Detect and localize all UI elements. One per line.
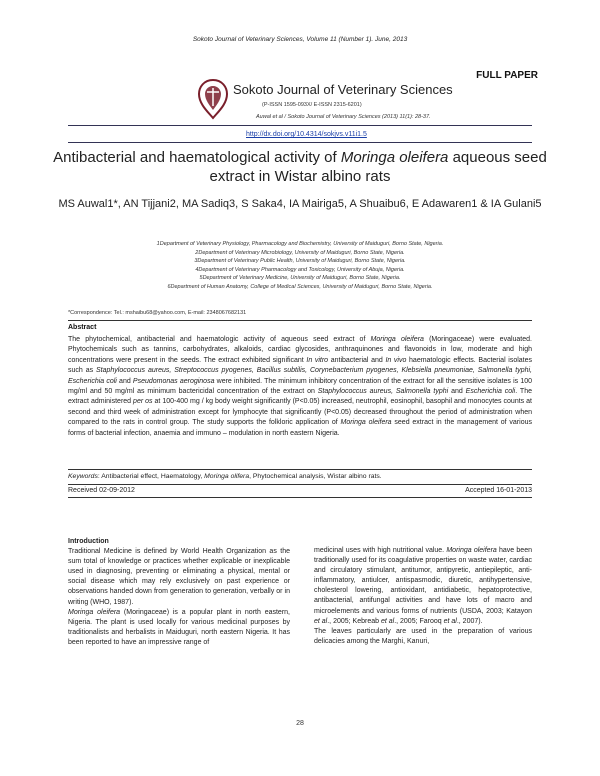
intro-paragraph: The leaves particularly are used in the preparation of various delicacies among the Marghi, Kanuri, [314,627,532,645]
header-divider [68,125,532,126]
affiliation-item: 4Department of Veterinary Pharmacology and Toxicology, University of Abuja, Nigeria. [195,266,405,273]
journal-logo-icon [196,78,230,120]
abstract-heading: Abstract [68,324,97,331]
running-header: Sokoto Journal of Veterinary Sciences, Volume 11 (Number 1). June, 2013 [192,36,408,43]
affiliation-item: 3Department of Veterinary Public Health, University of Maiduguri, Borno State, Nigeria. [194,258,406,264]
affiliation-item: 6Department of Human Anatomy, College of Medical Sciences, University of Maiduguri, Borno State, Nigeria. [167,283,433,290]
journal-issn: (P-ISSN 1595-093X/ E-ISSN 2315-6201) [262,102,362,108]
paper-type-label: FULL PAPER [476,70,538,81]
accepted-date: Accepted 16-01-2013 [465,487,532,494]
author-list: MS Auwal1*, AN Tijjani2, MA Sadiq3, S Saka4, IA Mairiga5, A Shuaibu6, E Adawaren1 & IA Gulani5 [58,198,542,210]
affiliations [60,240,540,291]
intro-paragraph: Moringa oleifera (Moringaceae) is a popular plant in north eastern, Nigeria. The plant is used locally for various medicinal purposes by traditionalists and herbalists in Maiduguri, north eastern Nigeria. It has been reported to have an impressive range of [68,608,290,646]
keywords-bottom-rule [68,484,532,485]
intro-left-column [68,537,290,648]
affiliation-item: 1Department of Veterinary Physiology, Pharmacology and Biochemistry, University of Maiduguri, Borno State, Nigeria. [156,241,444,247]
abstract-top-rule [68,320,532,321]
abstract-body: The phytochemical, antibacterial and haematologic activity of aqueous seed extract of Moringa oleifera (Moringaceae) were evaluated. Phytochemicals such as tannins, carbohydrates, alkaloids, cardiac glycosides, anthraquinones and flavonoids in low, moderate and high concentrations were present in the seeds. The extract exhibited significant In vitro antibacterial and In vivo haematologic effects. Bacterial isolates such as Staphylococcus aureus, Streptococcus pyogenes, Bacillus subtilis, Corynebacterium pyogenes, Klebsiella pneumoniae, Salmonella typhi, Escherichia coli and Pseudomonas aeroginosa were inhibited. The minimum inhibitory concentration of the extract for all the sensitive isolates is 100 mg/ml and 50 mg/ml as minimum bactericidal concentration of the extract on Staphylococcus aureus, Salmonella typhi and Escherichia coli. The extract administered per os at 100-400 mg / kg body weight significantly (P<0.05) increased, neutrophil, eosinophil, basophil and monocytes counts at second and third week of administration except for lymphocyte that significantly (P<0.05) decreased throughout the period of administration when compared to the rats in control group. The study supports the folkloric application of Moringa oleifera seed extract in the management of various forms of bacterial infection, anaemia and immuno – modulation in north eastern Nigeria. [68,336,533,437]
journal-name: Sokoto Journal of Veterinary Sciences [233,82,453,97]
page-number: 28 [296,720,304,727]
dates-bottom-rule [68,497,532,498]
keywords-top-rule [68,469,532,470]
affiliation-item: 2Department of Veterinary Microbiology, University of Maiduguri, Borno State, Nigeria. [195,249,405,256]
intro-right-column [314,546,532,647]
correspondence: *Correspondence: Tel.: mshaibu68@yahoo.com, E-mail: 2348067682131 [68,310,247,316]
keywords: Keywords: Antibacterial effect, Haematology, Moringa olifera, Phytochemical analysis, Wistar albino rats. [68,473,382,480]
doi-divider [68,142,532,143]
intro-heading: Introduction [68,538,109,545]
paper-title: Antibacterial and haematological activity of Moringa oleifera aqueous seed extract in Wistar albino rats [53,149,547,185]
intro-paragraph: Traditional Medicine is defined by World Health Organization as the sum total of knowledge or practices whether explicable or inexplicable used in diagnosing, preventing or eliminating a physical, mental or social disease which may rely exclusively on past experience or observations handed down from generation to generation, verbally or in writing (WHO, 1987). [68,548,290,606]
doi-link[interactable]: http://dx.doi.org/10.4314/sokjvs.v11i1.5 [246,131,367,138]
received-date: Received 02-09-2012 [68,487,135,494]
journal-citation: Auwal et al / Sokoto Journal of Veterinary Sciences (2013) 11(1): 28-37. [256,114,431,120]
intro-paragraph: medicinal uses with high nutritional value. Moringa oleifera have been traditionally used for its coagulative properties on waste water, cardiac and circulatory stimulant, antitumor, antipyretic, antiepileptic, anti-inflammatory, antiulcer, antispasmodic, diuretic, antihypertensive, cholesterol lowering, antioxidant, antidiabetic, hepatoprotective, antibacterial, antifungal activities and have lots of macro and microelements and various forms of nutrients (USDA, 2003; Katayon et al., 2005; Kebreab et al., 2005; Farooq et al., 2007). [314,547,532,625]
affiliation-item: 5Department of Veterinary Medicine, University of Maiduguri, Borno State, Nigeria. [199,275,401,281]
